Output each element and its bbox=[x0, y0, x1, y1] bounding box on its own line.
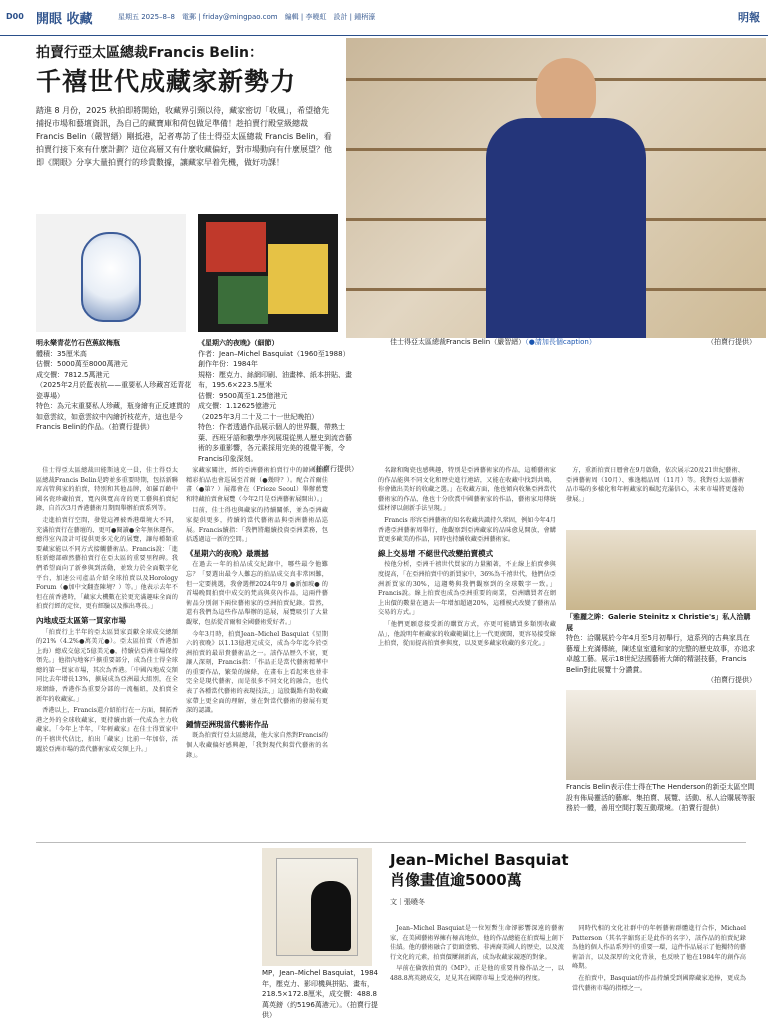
caption-text: 佳士得亞太區總裁Francis Belin（嚴智縉） bbox=[390, 338, 526, 346]
caption-credit: （拍賣行提供） bbox=[707, 676, 756, 684]
body-paragraph: 在拍賣中，Basquiat的作品持續受到國際藏家追捧，更成為當代藝術市場的指標之一。 bbox=[572, 974, 746, 992]
gallery-space-photo bbox=[566, 690, 756, 780]
body-paragraph: 佳士得亞太區總裁田能斯迪克一員，佳士得亞太區總裁Francis Belin是跨並多重要時期，包括新聯席高管與家的拍賣，特別和其他品牌，如羅百齡中國名瓷珍藏拍賣，寬內與寬高奇的更工藝與拍賣紀錄，自首次3月香港藝術月期間舉辦拍賣系列等。 bbox=[36, 467, 178, 513]
body-paragraph: 按他分析，亞洲千禧世代買家的力量顯著，不止線上拍賣參與度提高，「在亞洲拍賣中的新買家中，36%為千禧世代，他們佔亞洲新買家的30%，這趨勢與我們觀察到的全球數字一致。」Francis說。線上拍賣也成為亞洲重要的商業，亞洲購買者在網上出價的數量在過去一年增加超過20%，這種模式改變了藝術品交易的方式。」 bbox=[378, 561, 556, 617]
caption-line: 體積：35厘米高 bbox=[36, 349, 87, 358]
section-brand: 開眼 收藏 bbox=[36, 12, 93, 27]
caption-note: （●請加長個caption） bbox=[525, 338, 596, 346]
caption-line: （拍賣行提供） bbox=[309, 465, 358, 473]
body-column-1 bbox=[36, 466, 178, 756]
vase-caption bbox=[36, 338, 194, 433]
caption-title: 明永樂青花竹石芭蕉紋梅瓶 bbox=[36, 339, 120, 347]
article-headline: 千禧世代成藏家新勢力 bbox=[36, 67, 297, 96]
body-paragraph: 「他們更願意接受新的購買方式，亦更可能購買多類別收藏品」，他說明年輕藏家的收藏範圍比上一代更廣闊，更容易接受線上拍賣，從而提高拍賣參與度，以及更多藏家收藏的多元化。」 bbox=[378, 620, 556, 648]
showroom-caption bbox=[566, 612, 756, 686]
vase-photo bbox=[36, 214, 186, 332]
body-paragraph: 目前，佳士得也與藏家的持續關係，並為亞洲藏家提供更多，持續的當代藝術品與亞洲藝術品巡展。Francis續指：「我們將繼續投資亞洲業務，包括透過這一新的空間。」 bbox=[186, 507, 328, 544]
basquiat-caption bbox=[198, 338, 358, 475]
sidebar-column-2 bbox=[572, 924, 746, 995]
caption-line: 特色：為元末重要私人珍藏，瓶身繪有正反連貫的如意雲紋，如意雲紋中內繪折枝花卉，這也是今Francis Belin的作品。（拍賣行提供） bbox=[36, 402, 190, 431]
portrait-photo bbox=[346, 38, 766, 338]
body-paragraph: 今年3月時，拍賣Jean–Michel Basquiat《星期六的夜晚》以1.13億港元成交，成為今年迄今於亞洲拍賣的最昂貴藝術品之一。該作品歷久不衰，更讓人深刻，Francis指：「作品正是當代藝術精華中的重要作品，繁榮的線條，在畫布上看起來也並非完全是現代藝術，而是很多不同文化的融合，也代表了各種當代藝術的表現技法，」這股觀點有助收藏家帶上更全面的理解，並在對當代藝術的發展有更深的認識。 bbox=[186, 630, 328, 715]
page-number: D00 bbox=[6, 12, 24, 21]
sidebar-title-line: Jean–Michel Basquiat bbox=[390, 851, 569, 869]
caption-line: 創作年份：1984年 bbox=[198, 360, 258, 368]
caption-line: （2025年3月二十及二十一世紀晚拍） bbox=[198, 412, 319, 421]
mp-painting-photo bbox=[262, 848, 372, 966]
body-paragraph: Jean–Michel Basquiat是一位短暫生命卻影響深遠的藝術家，在美國藝術界擁有極高地位，他的作品總能在拍賣場上創下佳績。他的藝術融合了街頭塗鴉、非洲裔美國人的歷史，以及流行文化的元素，拍賣價屢創新高，成為收藏家競逐的對象。 bbox=[390, 925, 564, 961]
portrait-caption bbox=[390, 337, 650, 348]
article-lede: 踏進 8 月份，2025 秋拍即將開始，收藏界引頸以待，藏家密切「收風」，希望搶先捕捉市場和藝壇資訊，為自己的藏寶庫和荷包做足準備！趁拍賣行殿堂級總裁 Francis Belin（嚴智縉）剛抵港，記者專訪了佳士得亞太區總裁 Francis Belin，看拍賣行接下來有什麼計劃？這位高層又有什麼收藏偏好，對市場動向有什麼展望？他即《開眼》分享大量拍賣行的珍貴數據，讓藏家早着先機，做好功課！ bbox=[36, 106, 332, 167]
sidebar-title bbox=[390, 850, 569, 890]
subheading: 線上交易增 不絕世代改變拍賣模式 bbox=[378, 548, 494, 558]
sidebar-title-line: 肖像畫值逾5000萬 bbox=[390, 871, 522, 889]
caption-title: 「雅麗之眸：Galerie Steinitz x Christie's」私人洽購展 bbox=[566, 613, 751, 632]
body-column-3 bbox=[378, 466, 556, 651]
body-paragraph: 走進拍賣行空間，發覺這裡被香港環境大不同，充滿拍賣行在藝壇的、更可●閱讀●全年無休運作。總得室內設計可提供更多元化的展覽，讓每種類重要藏家能以不同方式接觸藝術品。Francis說：「進駐新總部確然藝拍賣行在亞太區的重要里程碑。我們希望面向了新參與到活動，並致力於全面數字化平台，加速公司產品介紹全球拍賣以及Horology Forum（●加中文翻查陳境？）等。」他表示去年不但在前香港時，「藏家大機數在於更充滿趣味全面的拍賣行經的定位，更有經驗以及推出專長。」 bbox=[36, 516, 178, 611]
caption-text: 特色：洽購展於今年4月至5月初舉行，這系列的古典家具在藝壇上充滿傳統，陳述皇室遺和家的完整的歷史故事，亦追求卓越工藝。展示18世紀法國藝術大師的精湛技藝，Francis Belin對此展覽十分讚賞。 bbox=[566, 634, 755, 674]
subheading: 鍾情亞洲現當代藝術作品 bbox=[186, 719, 269, 729]
body-column-4 bbox=[566, 466, 744, 506]
body-paragraph: 方，重新拍賣日曆會在9月啟動，依次展示20及21世紀藝術、亞洲藝術周（10月）、雅逸精品周（11月）等。我對亞太區藝術品市場的多樣化和年輕藏家的崛起充滿信心，未來市場將更蓬勃發展。」 bbox=[566, 467, 744, 503]
caption-line: 成交價：1.12625億港元 bbox=[198, 402, 276, 410]
sidebar-column-1 bbox=[390, 924, 564, 986]
painting-block bbox=[218, 276, 268, 324]
mp-caption: MP，Jean–Michel Basquiat，1984年，壓克力、影印機與拼貼、畫布，218.5×172.8厘米，成交價：488.8萬英鎊（約5196萬港元）。（拍賣行提供） bbox=[262, 969, 379, 1019]
gallery-caption: Francis Belin表示佳士得在The Henderson的新亞太區空間設有佈局靈活的藝廊、集拍賣、展覽、活動、私人洽購展等服務於一體，善用空間打製互動環境。（拍賣行提供） bbox=[566, 783, 755, 812]
body-paragraph: Francis 形容亞洲藝術的知名收藏共識持久鞏固，例如今年4月香港亞洲藝術周舉行，他觀察到亞洲藏家的品味愈見開放，會購買更多歐美的作品，同時也持續收藏亞洲藝術家。 bbox=[378, 516, 556, 544]
body-paragraph: 香港以上，Francis還介紹拍行在一方面，開拓香港之外的全球收藏家，更持續由新一代成為主力收藏家。「今年上半年，『年輕藏家』在佳士得買家中的千禧世代佔比，拍出「藏家」比前一年加倍，活躍於亞洲市場的當代藝術家成交額上升。」 bbox=[36, 707, 178, 753]
painting-figure bbox=[311, 881, 351, 951]
subheading: 《星期六的夜晚》最震撼 bbox=[186, 548, 269, 558]
body-paragraph: 既為拍賣行亞太區總裁，他大家自然對Francis的個人收藏偏好感興趣，「我對現代與當代藝術的名錄」。 bbox=[186, 732, 328, 759]
section-divider bbox=[36, 842, 746, 843]
body-paragraph: 同時代相的文化社群中的年輕藝術群體進行合作，Michael Patterson（其名字縮寫正是此作的名字），該作品的拍賣紀錄為他的個人作品系列中的重要一環，這件作品展示了他獨特的藝術語言，以及深厚的文化背景，也反映了他在1984年的創作高峰期。 bbox=[572, 925, 746, 971]
caption-title: 《星期六的夜晚》（細節） bbox=[198, 339, 279, 347]
caption-line: （2025年2月於藍表杭——重要私人珍藏宮廷青花瓷專場） bbox=[36, 381, 192, 400]
caption-line: 規格：壓克力、絲網印刷、油畫棒、紙本拼貼、畫布，195.6×223.5厘米 bbox=[198, 370, 352, 389]
caption-line: 估價：5000萬至8000萬港元 bbox=[36, 360, 128, 368]
caption-line: 成交價：7812.5萬港元 bbox=[36, 370, 110, 379]
showroom-photo bbox=[566, 530, 756, 610]
body-paragraph: 在過去一年的拍品成交紀錄中，哪些最令他難忘？「要選出最令人難忘的拍品成交真非常困難，但一定要挑選，我會選擇2024年9月 ●新加坡● 的首場晚間拍賣中成交的梵高與莫內作品，這兩件藝術品分別創下兩位藝術家的亞洲拍賣紀錄。當然，還有我們為這些作品舉辦的巡展，展覽吸引了大量觀眾，包括從首爾和全國藝術愛好者。」 bbox=[186, 561, 328, 626]
body-paragraph: 名錄和陶瓷也感興趣，特別是亞洲藝術家的作品，這種藝術家的作品能與不同文化和歷史進行連結，又能在收藏中找到共鳴，你會做出美好的收藏之選。」在收藏方面，他也傾向收集亞洲當代藝術家的作品，他也十分欣賞中國藝術家的作品，藝術家用傳統媒材卻以創新手法呈現。」 bbox=[378, 467, 556, 513]
article-kicker: 拍賣行亞太區總裁Francis Belin： bbox=[36, 45, 264, 61]
body-paragraph: 「拍賣行上半年的亞太區買家貢獻全球成交總額的21%（4.2%●萬美元●）。亞太區拍賣（香港加上海）總成交億元5億美元●，持續佔亞洲市場保持領先。」他指內地客戶擴重要部分，成為佳士得全球總的第一買家市場，其次為香港。「中國內地成交額同比去年增長13%，擴展成為亞洲最大組別，在全球網絡，香港作為重要分部的一流樞紐，及拍賣全新年的收藏家。」 bbox=[36, 628, 178, 703]
portrait-credit: （拍賣行提供） bbox=[707, 338, 756, 346]
subheading: 內地成亞太區第一買家市場 bbox=[36, 615, 126, 625]
caption-line: 作者：Jean–Michel Basquiat（1960至1988） bbox=[198, 349, 350, 358]
painting-block bbox=[268, 244, 328, 314]
page-header bbox=[0, 0, 768, 36]
newspaper-logo: 明報 bbox=[738, 11, 760, 24]
sidebar-byline: 文｜張曉冬 bbox=[390, 898, 425, 906]
body-paragraph: 早前在倫敦拍賣的《MP》，正是他的重要肖像作品之一，以488.8萬英鎊成交，足見其在國際市場上受追捧的程度。 bbox=[390, 965, 564, 982]
person-suit bbox=[486, 118, 646, 338]
painting-canvas bbox=[276, 858, 358, 956]
painting-block bbox=[206, 222, 266, 272]
basquiat-painting-photo bbox=[198, 214, 338, 332]
caption-line: 特色：作者透過作品展示個人的世界觀，帶熟士葉、西班牙語和數學序列展現從黑人歷史到流音藝術的多重影響，各元素採用完美的視覺平衡，令Francis印象深刻。 bbox=[198, 423, 352, 463]
header-info: 星期五 2025–8–8 電郵 | friday@mingpao.com 編輯 | 李曉虹 設計 | 鍾柄濠 bbox=[118, 13, 376, 21]
body-paragraph: 家藏家關注，經的亞洲藝術拍賣行中的韓國藝術精彩拍品也會巡展至首爾（●幾時？）。配合首爾佳畫（●第？）展都會在（Frieze Seoul）舉辦藍覽和特藏拍賣會展覽（今年2月是亞洲藝術展開出）。」 bbox=[186, 467, 328, 503]
caption-line: 估價：9500萬至1.25億港元 bbox=[198, 391, 288, 400]
vase-shape bbox=[81, 232, 141, 322]
body-column-2 bbox=[186, 466, 328, 762]
